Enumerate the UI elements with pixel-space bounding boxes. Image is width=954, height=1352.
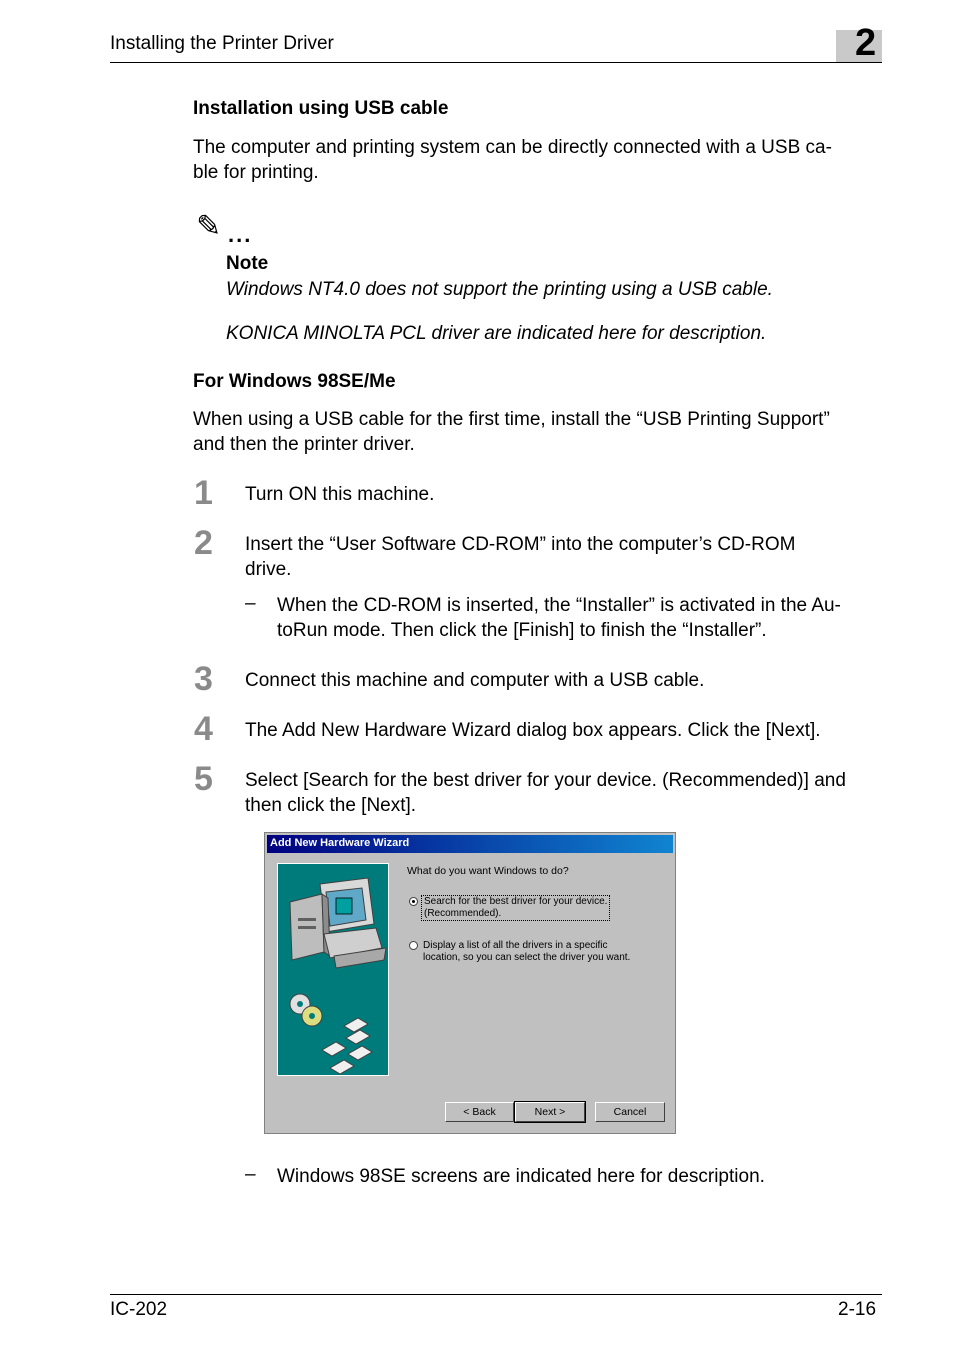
note-dots: ... xyxy=(228,222,253,247)
option-line: Search for the best driver for your device. xyxy=(424,896,608,907)
step-line: Insert the “User Software CD-ROM” into the computer’s CD-ROM xyxy=(245,534,796,555)
note-heading: Note xyxy=(226,253,269,274)
step-text xyxy=(245,768,846,818)
step-number: 3 xyxy=(194,660,213,698)
chapter-number: 2 xyxy=(855,22,877,64)
paragraph-line: and then the printer driver. xyxy=(193,434,415,455)
step-number: 1 xyxy=(194,474,213,512)
step-number: 2 xyxy=(194,524,213,562)
paragraph-line: ble for printing. xyxy=(193,162,319,183)
note-line-1: Windows NT4.0 does not support the printing using a USB cable. xyxy=(226,279,773,300)
option-search-best-driver-label[interactable] xyxy=(421,895,610,921)
sub-step-line: toRun mode. Then click the [Finish] to finish the “Installer”. xyxy=(277,620,767,641)
option-line: Display a list of all the drivers in a specific xyxy=(423,940,608,951)
pencil-icon: ✎ xyxy=(196,210,222,243)
section-heading-win98: For Windows 98SE/Me xyxy=(193,371,396,392)
step-text: Connect this machine and computer with a USB cable. xyxy=(245,670,705,691)
note-line-2: KONICA MINOLTA PCL driver are indicated here for description. xyxy=(226,323,767,344)
bullet-dash: – xyxy=(245,593,256,614)
computer-illustration-icon xyxy=(278,864,388,1075)
dialog-title-bar xyxy=(267,835,673,853)
running-header: Installing the Printer Driver xyxy=(110,33,334,54)
bullet-dash: – xyxy=(245,1164,256,1185)
step-number: 4 xyxy=(194,710,213,748)
section-heading-usb: Installation using USB cable xyxy=(193,98,449,119)
paragraph-line: The computer and printing system can be directly connected with a USB ca- xyxy=(193,137,832,158)
radio-display-driver-list[interactable] xyxy=(409,941,418,950)
sub-step-line: When the CD-ROM is inserted, the “Installer” is activated in the Au- xyxy=(277,595,841,616)
option-line: (Recommended). xyxy=(424,908,502,919)
paragraph-line: When using a USB cable for the first time, install the “USB Printing Support” xyxy=(193,409,830,430)
sub-step-text xyxy=(277,593,841,643)
step-text: Turn ON this machine. xyxy=(245,484,435,505)
dialog-title: Add New Hardware Wizard xyxy=(270,837,410,849)
step-line: then click the [Next]. xyxy=(245,795,417,816)
section-win98-paragraph xyxy=(193,407,830,457)
footer-model: IC-202 xyxy=(110,1299,168,1320)
next-button[interactable]: Next > xyxy=(515,1102,585,1122)
cancel-button[interactable]: Cancel xyxy=(595,1102,665,1122)
step-text: The Add New Hardware Wizard dialog box appears. Click the [Next]. xyxy=(245,720,821,741)
wizard-question: What do you want Windows to do? xyxy=(407,865,569,877)
header-rule xyxy=(110,62,882,63)
option-line: location, so you can select the driver you want. xyxy=(423,952,631,963)
add-new-hardware-wizard-dialog xyxy=(264,832,676,1134)
back-button[interactable]: < Back xyxy=(445,1102,514,1122)
step-line: drive. xyxy=(245,559,292,580)
section-usb-paragraph xyxy=(193,135,832,185)
option-display-driver-list-label[interactable] xyxy=(423,940,630,964)
wizard-illustration xyxy=(277,863,389,1076)
footer-rule xyxy=(110,1294,882,1295)
step-number: 5 xyxy=(194,760,213,798)
step-line: Select [Search for the best driver for your device. (Recommended)] and xyxy=(245,770,846,791)
page-number: 2-16 xyxy=(838,1299,877,1320)
screens-note: Windows 98SE screens are indicated here for description. xyxy=(277,1166,765,1187)
step-text xyxy=(245,532,795,582)
radio-search-best-driver[interactable] xyxy=(409,897,418,906)
